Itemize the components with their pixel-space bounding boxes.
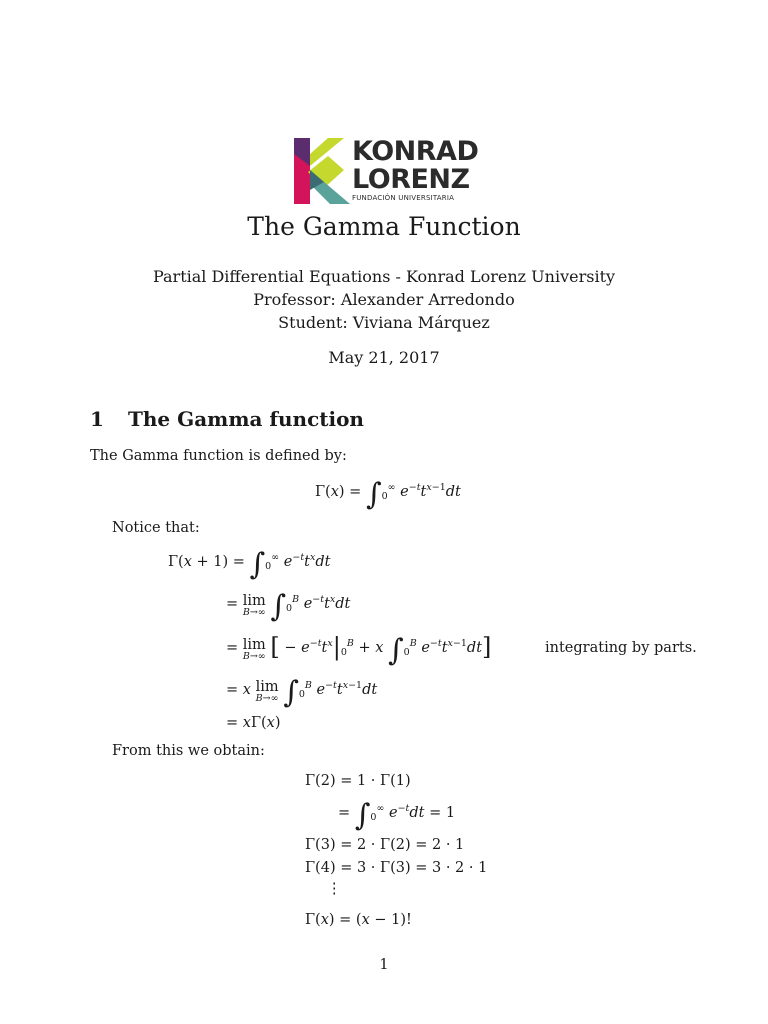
result-line-5: Γ(x) = (x − 1)! — [305, 912, 412, 928]
result-line-3: Γ(3) = 2 · Γ(2) = 2 · 1 — [305, 837, 465, 853]
date-line: May 21, 2017 — [328, 348, 440, 367]
section-heading — [90, 405, 364, 433]
by-parts-note: integrating by parts. — [545, 640, 697, 656]
page-number: 1 — [379, 957, 389, 973]
logo-line-2: LORENZ — [352, 164, 470, 195]
konrad-lorenz-logo — [294, 136, 479, 204]
derivation-line-3: = lim B→∞ [ − $e^{-t}t^x|_0^B + x$ $\int_0^B$ $e^{-t}t^{x-1}dt$] — [226, 633, 492, 668]
section-number: 1 — [90, 407, 104, 431]
gamma-definition-equation: $\Gamma(x) = \int_0^\infty$ $e^{-t}t^{x-1}dt$ — [315, 477, 461, 512]
derivation-line-4: = x lim B→∞ $\int_0^B$ $e^{-t}t^{x-1}dt$ — [226, 675, 378, 710]
vertical-ellipsis: ⋮ — [327, 881, 342, 897]
derivation-line-2: = lim B→∞ $\int_0^B$ $e^{-t}t^xdt$ — [226, 589, 351, 624]
result-line-1: Γ(2) = 1 · Γ(1) — [305, 773, 411, 789]
definition-intro: The Gamma function is defined by: — [90, 448, 347, 464]
logo-line-1: KONRAD — [352, 136, 479, 167]
student-line: Student: Viviana Márquez — [278, 313, 490, 332]
derivation-line-1: $\Gamma(x + 1) = \int_0^\infty$ $e^{-t}t^xdt$ — [168, 547, 331, 582]
notice-text: Notice that: — [112, 520, 200, 536]
logo-line-3: FUNDACIÓN UNIVERSITARIA — [352, 194, 455, 202]
obtain-text: From this we obtain: — [112, 743, 265, 759]
professor-line: Professor: Alexander Arredondo — [253, 290, 515, 309]
result-line-2: = $\int_0^\infty$ $e^{-t}dt = 1$ — [338, 798, 456, 833]
logo-k-mark-icon — [294, 138, 350, 204]
paper-title: The Gamma Function — [247, 212, 521, 241]
result-line-4: Γ(4) = 3 · Γ(3) = 3 · 2 · 1 — [305, 860, 488, 876]
course-line: Partial Differential Equations - Konrad Lorenz University — [152, 267, 616, 286]
derivation-line-5: = xΓ(x) — [226, 715, 281, 731]
section-title: The Gamma function — [128, 407, 364, 431]
